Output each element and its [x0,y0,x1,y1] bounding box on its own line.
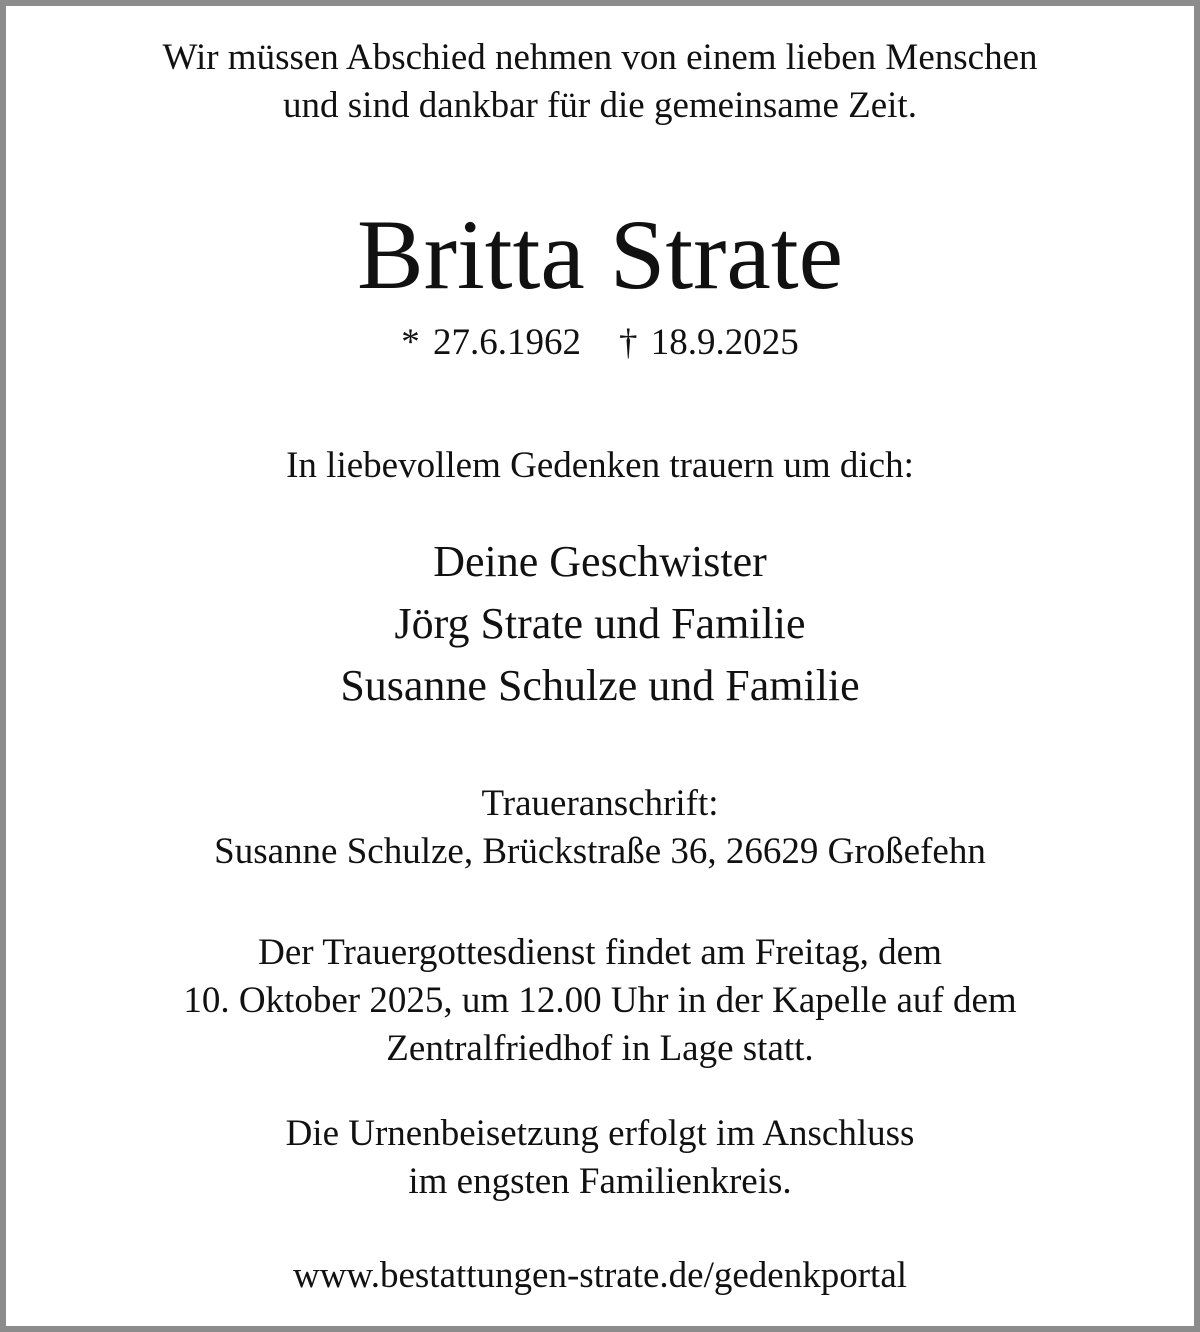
service-line-1: Der Trauergottesdienst findet am Freitag, dem [258,932,942,973]
mourning-heading: In liebevollem Gedenken trauern um dich: [286,445,914,486]
address-label: Traueranschrift: [481,783,719,824]
mourner-joerg: Jörg Strate und Familie [394,599,806,648]
death-date: † 18.9.2025 [619,322,799,363]
mourners-list [0,531,1200,717]
birth-date: * 27.6.1962 [401,322,581,363]
deceased-name: Britta Strate [357,199,843,310]
address-value: Susanne Schulze, Brückstraße 36, 26629 Großefehn [214,831,986,872]
service-line-3: Zentralfriedhof in Lage statt. [386,1028,814,1069]
mourner-siblings: Deine Geschwister [433,537,767,586]
burial-line-1: Die Urnenbeisetzung erfolgt im Anschluss [285,1113,915,1154]
burial-line-2: im engsten Familienkreis. [408,1161,792,1202]
funeral-service-info [0,929,1200,1073]
intro-line-2: und sind dankbar für die gemeinsame Zeit. [283,85,917,126]
urn-burial-info [0,1110,1200,1206]
life-dates [0,320,1200,366]
mourning-address [0,780,1200,876]
memorial-portal-link: www.bestattungen-strate.de/gedenkportal [292,1255,908,1296]
service-line-2: 10. Oktober 2025, um 12.00 Uhr in der Kapelle auf dem [183,980,1017,1021]
intro-line-1: Wir müssen Abschied nehmen von einem lieben Menschen [162,37,1038,78]
mourner-susanne: Susanne Schulze und Familie [340,661,860,710]
intro-text [0,34,1200,130]
